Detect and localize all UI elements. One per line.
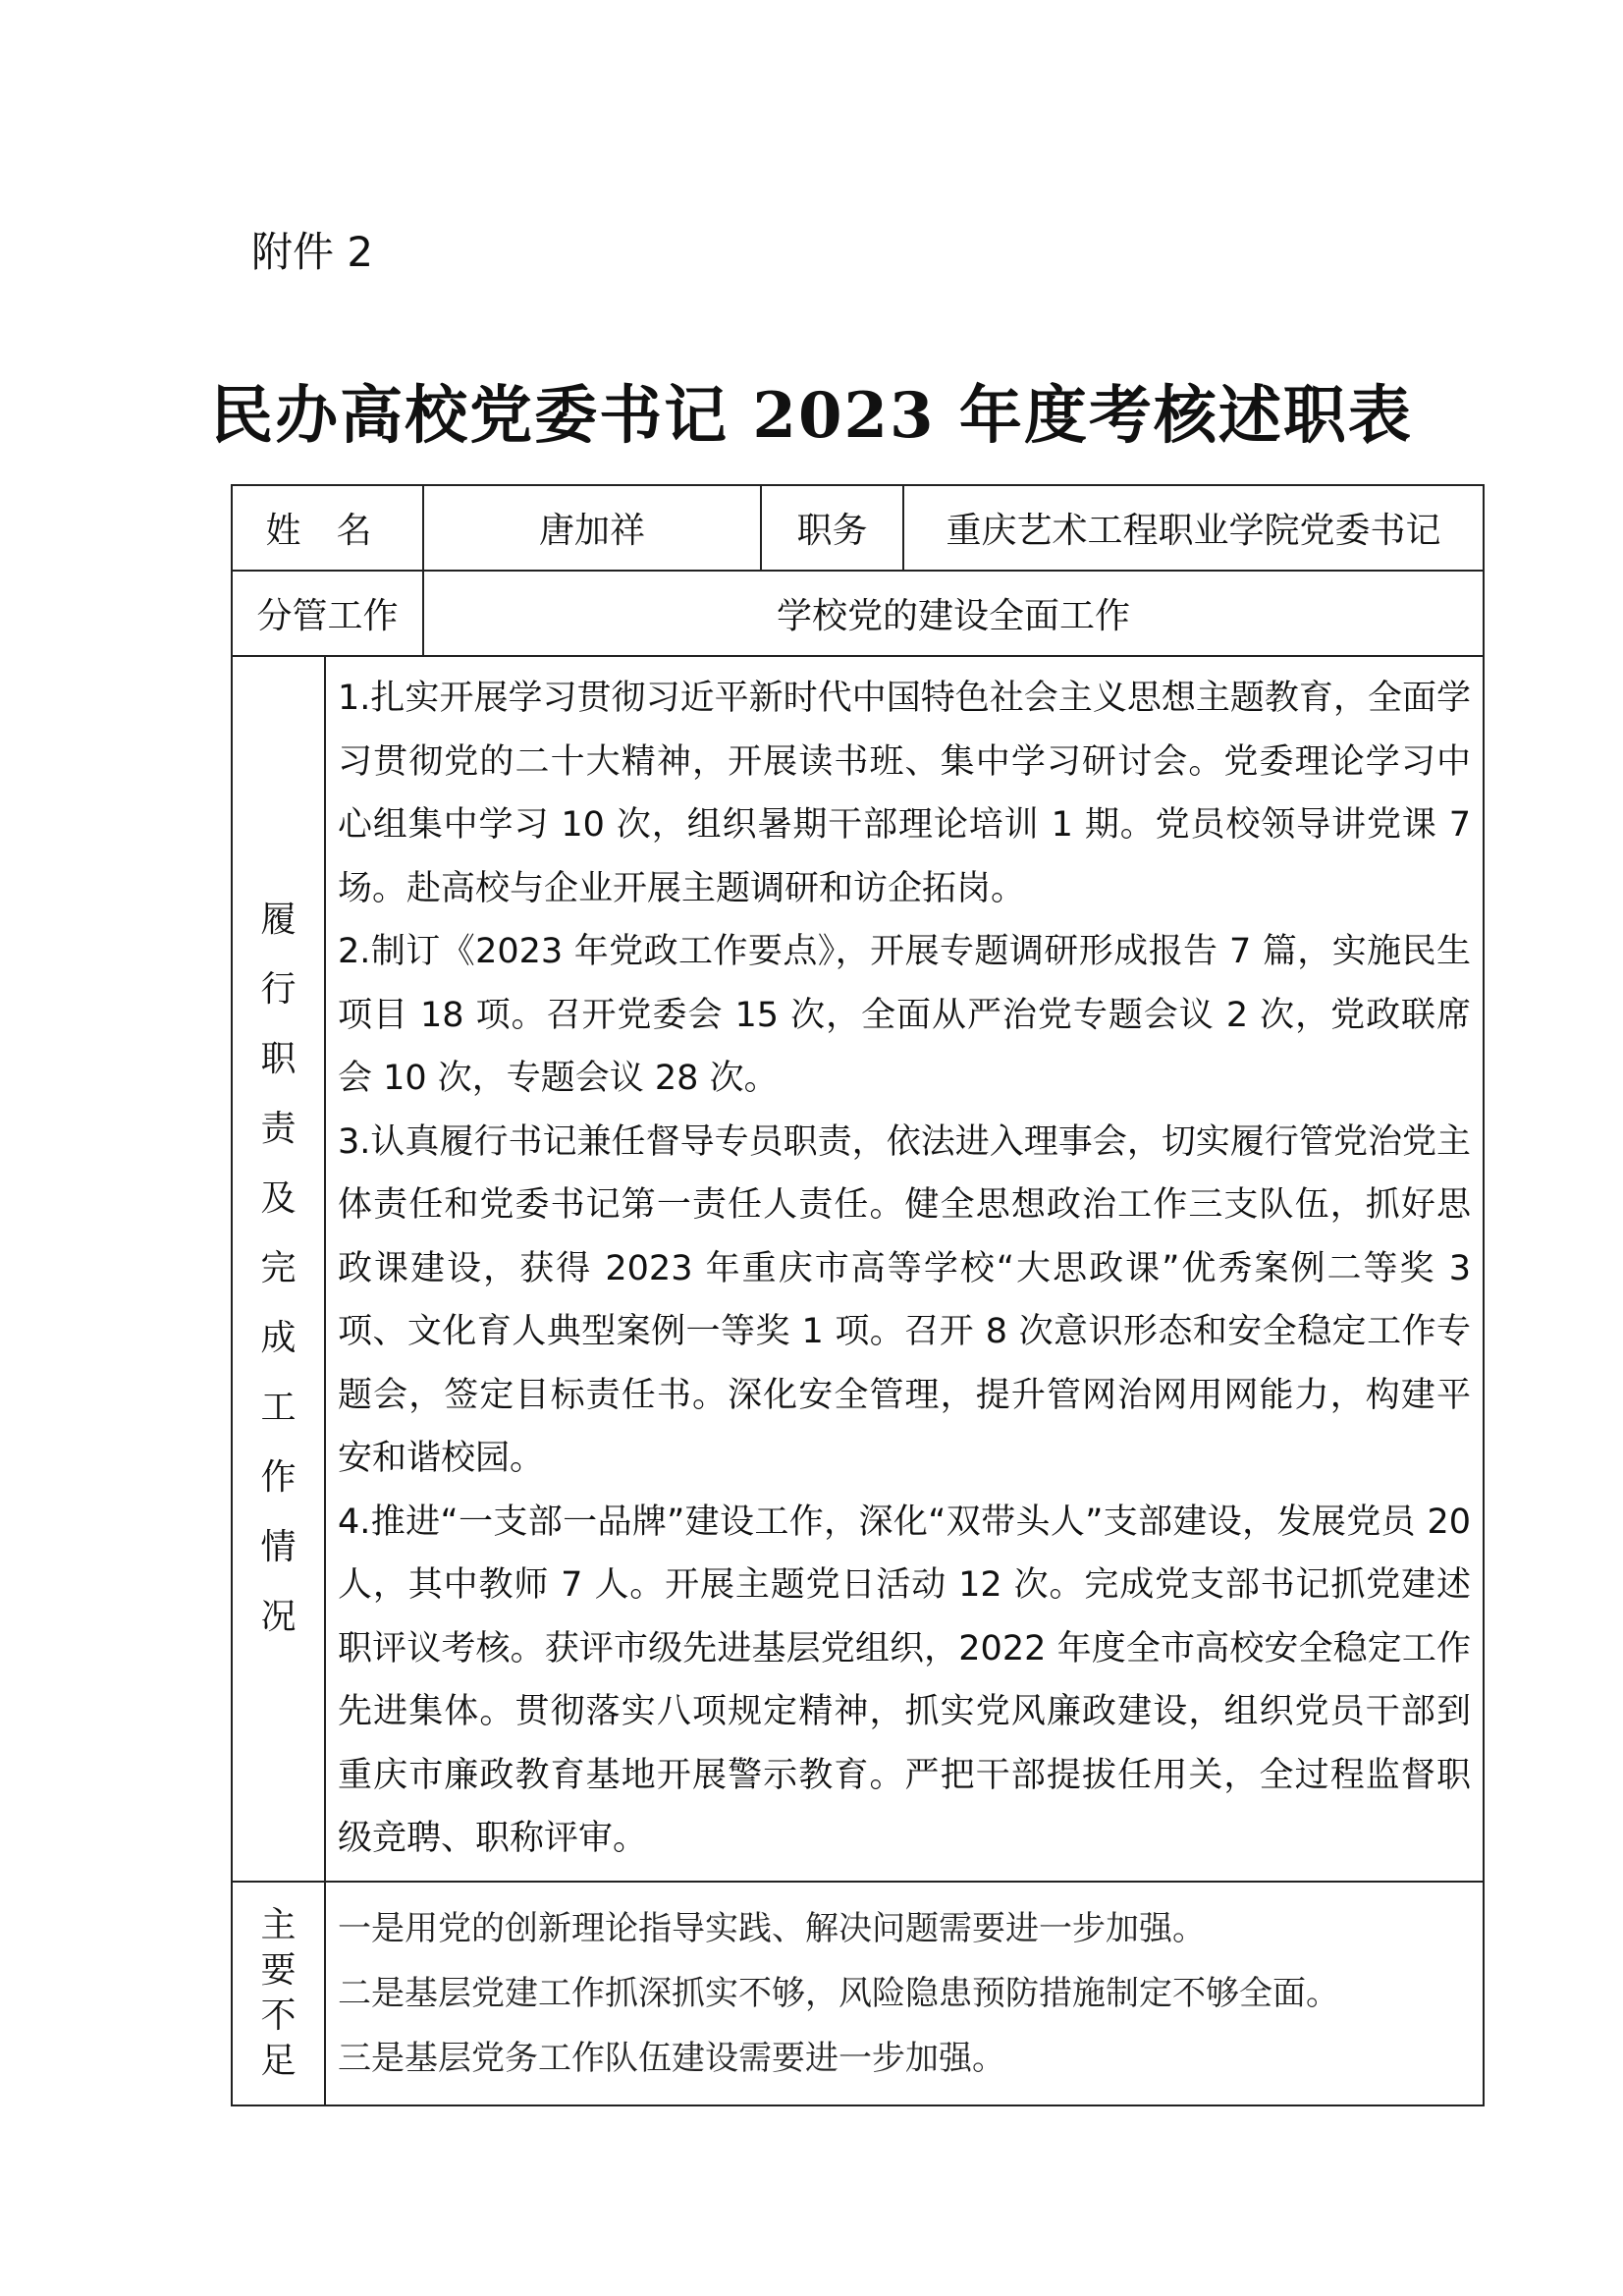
position-value: 重庆艺术工程职业学院党委书记 xyxy=(903,485,1484,571)
shortfall-item: 一是用党的创新理论指导实践、解决问题需要进一步加强。 xyxy=(338,1908,1206,1948)
duties-label-char: 况 xyxy=(260,1597,297,1638)
duties-paragraph: 1.扎实开展学习贯彻习近平新时代中国特色社会主义思想主题教育，全面学习贯彻党的二十大精神，开展读书班、集中学习研讨会。党委理论学习中心组集中学习 10 次，组织暑期干部理论培训 1 期。党员校领导讲党课 7 场。赴高校与企业开展主题调研和访企拓岗。 xyxy=(338,679,1472,908)
duties-label-char: 及 xyxy=(260,1178,297,1220)
duties-row xyxy=(232,656,1484,1882)
shortfall-content xyxy=(325,1882,1484,2105)
duties-label-char: 行 xyxy=(260,969,297,1011)
charge-label: 分管工作 xyxy=(232,571,423,656)
duties-label-char: 职 xyxy=(260,1039,297,1080)
name-label-cell xyxy=(232,485,423,571)
page-title: 民办高校党委书记 2023 年度考核述职表 xyxy=(210,379,1413,453)
duties-label-char: 履 xyxy=(260,900,297,941)
duties-label-char: 完 xyxy=(260,1248,297,1289)
duties-label-char: 作 xyxy=(260,1457,297,1499)
shortfall-label-char: 主 xyxy=(260,1904,297,1945)
attachment-label: 附件 2 xyxy=(251,228,374,276)
shortfall-label-char: 要 xyxy=(260,1949,297,1991)
duties-content xyxy=(325,656,1484,1882)
duties-label-char: 责 xyxy=(260,1109,297,1150)
name-row xyxy=(232,485,1484,571)
duties-label-char: 工 xyxy=(260,1388,297,1429)
assessment-table xyxy=(231,484,1485,2106)
shortfall-label-char: 足 xyxy=(260,2040,297,2081)
charge-value: 学校党的建设全面工作 xyxy=(423,571,1484,656)
name-value: 唐加祥 xyxy=(423,485,761,571)
duties-paragraph: 3.认真履行书记兼任督导专员职责，依法进入理事会，切实履行管党治党主体责任和党委书记第一责任人责任。健全思想政治工作三支队伍，抓好思政课建设，获得 2023 年重庆市高等学校“大思政课”优秀案例二等奖 3 项、文化育人典型案例一等奖 1 项。召开 8 次意识形态和安全稳定工作专题会，签定目标责任书。深化安全管理，提升管网治网用网能力，构建平安和谐校园。 xyxy=(338,1121,1472,1478)
duties-paragraph: 4.推进“一支部一品牌”建设工作，深化“双带头人”支部建设，发展党员 20 人，其中教师 7 人。开展主题党日活动 12 次。完成党支部书记抓党建述职评议考核。获评市级先进基层党组织，2022 年度全市高校安全稳定工作先进集体。贯彻落实八项规定精神，抓实党风廉政建设，组织党员干部到重庆市廉政教育基地开展警示教育。严把干部提拔任用关，全过程监督职级竞聘、职称评审。 xyxy=(338,1502,1472,1858)
shortfall-item: 二是基层党建工作抓深抓实不够，风险隐患预防措施制定不够全面。 xyxy=(338,1973,1339,2013)
shortfall-label-cell xyxy=(232,1882,325,2105)
shortfall-label-char: 不 xyxy=(260,1995,297,2036)
duties-label-char: 成 xyxy=(260,1318,297,1359)
duties-paragraph: 2.制订《2023 年党政工作要点》，开展专题调研形成报告 7 篇，实施民生项目 18 项。召开党委会 15 次，全面从严治党专题会议 2 次，党政联席会 10 次，专题会议 28 次。 xyxy=(338,932,1472,1098)
duties-label-cell xyxy=(232,656,325,1882)
shortfall-row xyxy=(232,1882,1484,2105)
position-label: 职务 xyxy=(761,485,903,571)
name-label: 姓名 xyxy=(265,511,407,551)
duties-label-char: 情 xyxy=(260,1527,297,1568)
charge-row xyxy=(232,571,1484,656)
shortfall-item: 三是基层党务工作队伍建设需要进一步加强。 xyxy=(338,2038,1005,2078)
